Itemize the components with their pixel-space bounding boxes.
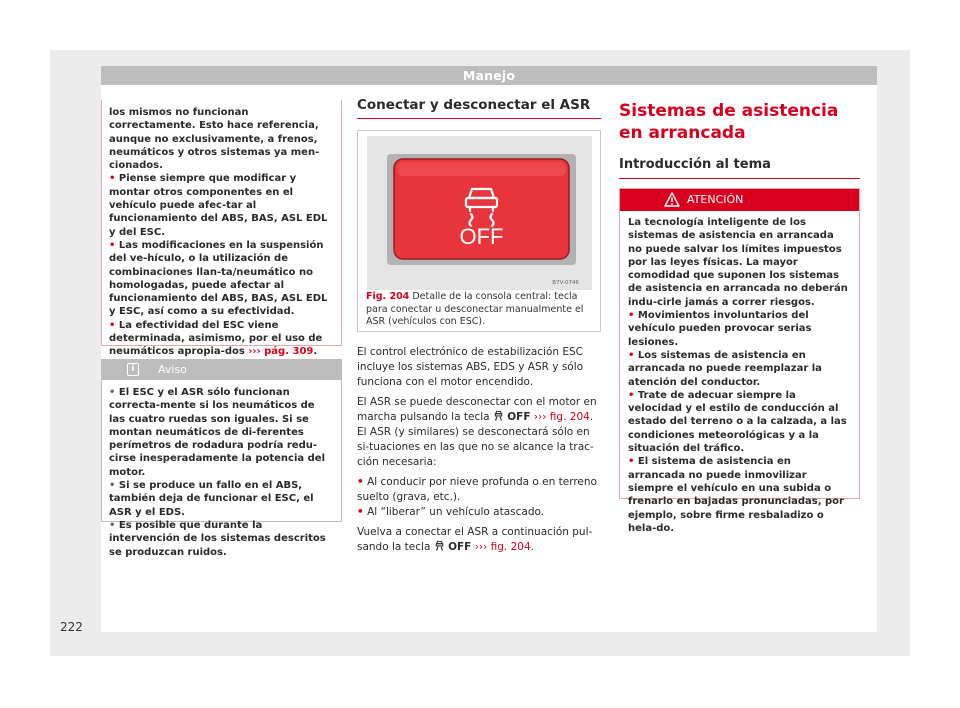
- bullet-icon: •: [628, 389, 635, 401]
- warning-item: • Piense siempre que modificar y montar otros componentes en el vehículo puede afec-tar al funcionamiento del ABS, BAS, ASL EDL y del ESC.: [109, 173, 328, 238]
- section-header: Manejo: [101, 66, 877, 85]
- bullet-icon: •: [357, 506, 364, 518]
- note-label: Aviso: [158, 363, 187, 376]
- asr-off-button-illustration: [367, 136, 592, 290]
- note-header: [102, 360, 341, 380]
- off-label: OFF: [459, 224, 504, 249]
- bullet-icon: •: [109, 519, 116, 531]
- bullet-icon: •: [109, 173, 116, 185]
- figure-label: Fig. 204: [366, 291, 410, 302]
- figure-image: [367, 136, 592, 290]
- bullet-icon: •: [109, 319, 116, 331]
- attention-item: • Trate de adecuar siempre la velocidad y el estilo de conducción al estado del terreno o a la calzada, a las condiciones meteorológicas y a la situación del tráfico.: [628, 389, 847, 455]
- attention-item: • Los sistemas de asistencia en arrancada no puede reemplazar la atención del conductor.: [628, 349, 822, 388]
- note-box: [101, 359, 342, 558]
- attention-header: [620, 189, 859, 211]
- warning-triangle-icon: [664, 192, 680, 207]
- figure-reference-link[interactable]: ››› fig. 204: [533, 411, 590, 423]
- bullet-icon: •: [109, 480, 116, 492]
- traction-control-icon: [434, 540, 445, 551]
- figure-reference-link[interactable]: ››› fig. 204: [474, 541, 531, 553]
- bullet-icon: •: [628, 310, 635, 322]
- attention-label: ATENCIÓN: [687, 193, 744, 206]
- figure-code: B7V-0746: [552, 280, 579, 286]
- attention-intro: La tecnología inteligente de los sistemas de asistencia en arrancada no puede salvar los límites impuestos por las leyes físicas. La mayor comodidad que suponen los sistemas de asistencia en arrancada no deberán indu-cirle jamás a correr riesgos.: [628, 217, 848, 308]
- asr-paragraph-1: El control electrónico de estabilización ESC incluye los sistemas ABS, EDS y ASR y sólo funciona con el motor encendido.: [357, 346, 584, 388]
- figure-caption: Fig. 204 Detalle de la consola central: tecla para conectar u desconectar manualmente el ASR (vehículos con ESC).: [366, 291, 584, 327]
- attention-box: [619, 188, 860, 534]
- asr-body: [357, 345, 601, 560]
- page-reference-link[interactable]: ››› pág. 309: [248, 346, 314, 358]
- warning-item: • La efectividad del ESC viene determinada, asimismo, por el uso de neumáticos apropia-dos ››› pág. 309.: [109, 319, 323, 358]
- asr-heading: Conectar y desconectar el ASR: [357, 96, 601, 119]
- warning-intro: los mismos no funcionan correctamente. Esto hace referencia, aunque no exclusivamente, a frenos, neumáticos y otros sistemas ya men-cionados.: [109, 107, 320, 172]
- asr-paragraph-2: El ASR se puede desconectar con el motor en marcha pulsando la tecla OFF ››› fig. 204. El ASR (y similares) se desconectará sólo en si-tuaciones en las que no se alcance la trac-ción necesaria:: [357, 396, 597, 468]
- bullet-icon: •: [628, 349, 635, 361]
- asr-paragraph-3: Vuelva a conectar el ASR a continuación pul-sando la tecla OFF ››› fig. 204.: [357, 526, 593, 553]
- note-item: • Si se produce un fallo en el ABS, también deja de funcionar el ESC, el ASR y el EDS.: [109, 480, 314, 518]
- note-item: • Es posible que durante la intervención de los sistemas descritos se produzcan ruidos.: [109, 519, 326, 558]
- warning-item: • Las modificaciones en la suspensión del ve-hículo, o la utilización de combinaciones llan-ta/neumático no homologadas, puede afectar al funcionamiento del ABS, BAS, ASL EDL y ESC, así como a su efectividad.: [109, 239, 328, 318]
- bullet-icon: •: [628, 456, 635, 468]
- asr-item: • Al conducir por nieve profunda o en terreno suelto (grava, etc.).: [357, 476, 597, 503]
- bullet-icon: •: [357, 476, 364, 488]
- note-item: • El ESC y el ASR sólo funcionan correcta-mente si los neumáticos de las cuatro ruedas son iguales. Si se montan neumáticos de di-ferentes perímetros de rodadura podría redu-cirse inesperadamente la potencia del motor.: [109, 387, 325, 478]
- info-icon: i: [127, 363, 139, 376]
- figure-204: [357, 130, 601, 332]
- attention-item: • Movimientos involuntarios del vehículo pueden provocar serias lesiones.: [628, 310, 812, 348]
- page-number: 222: [60, 620, 83, 634]
- warning-box-continued: [101, 100, 342, 358]
- bullet-icon: •: [109, 387, 116, 398]
- section-title: Sistemas de asistencia en arrancada: [619, 101, 839, 143]
- off-key-label: OFF: [448, 541, 472, 553]
- subsection-title: Introducción al tema: [619, 156, 860, 179]
- attention-item: • El sistema de asistencia en arrancada no puede inmovilizar siempre el vehículo en una subida o frenarlo en bajadas pronunciadas, por ejemplo, sobre firme resbaladizo o hela-do.: [628, 456, 844, 534]
- traction-control-icon: [493, 410, 504, 421]
- asr-item: • Al “liberar” un vehículo atascado.: [357, 506, 545, 518]
- off-key-label: OFF: [507, 411, 531, 423]
- bullet-icon: •: [109, 239, 116, 251]
